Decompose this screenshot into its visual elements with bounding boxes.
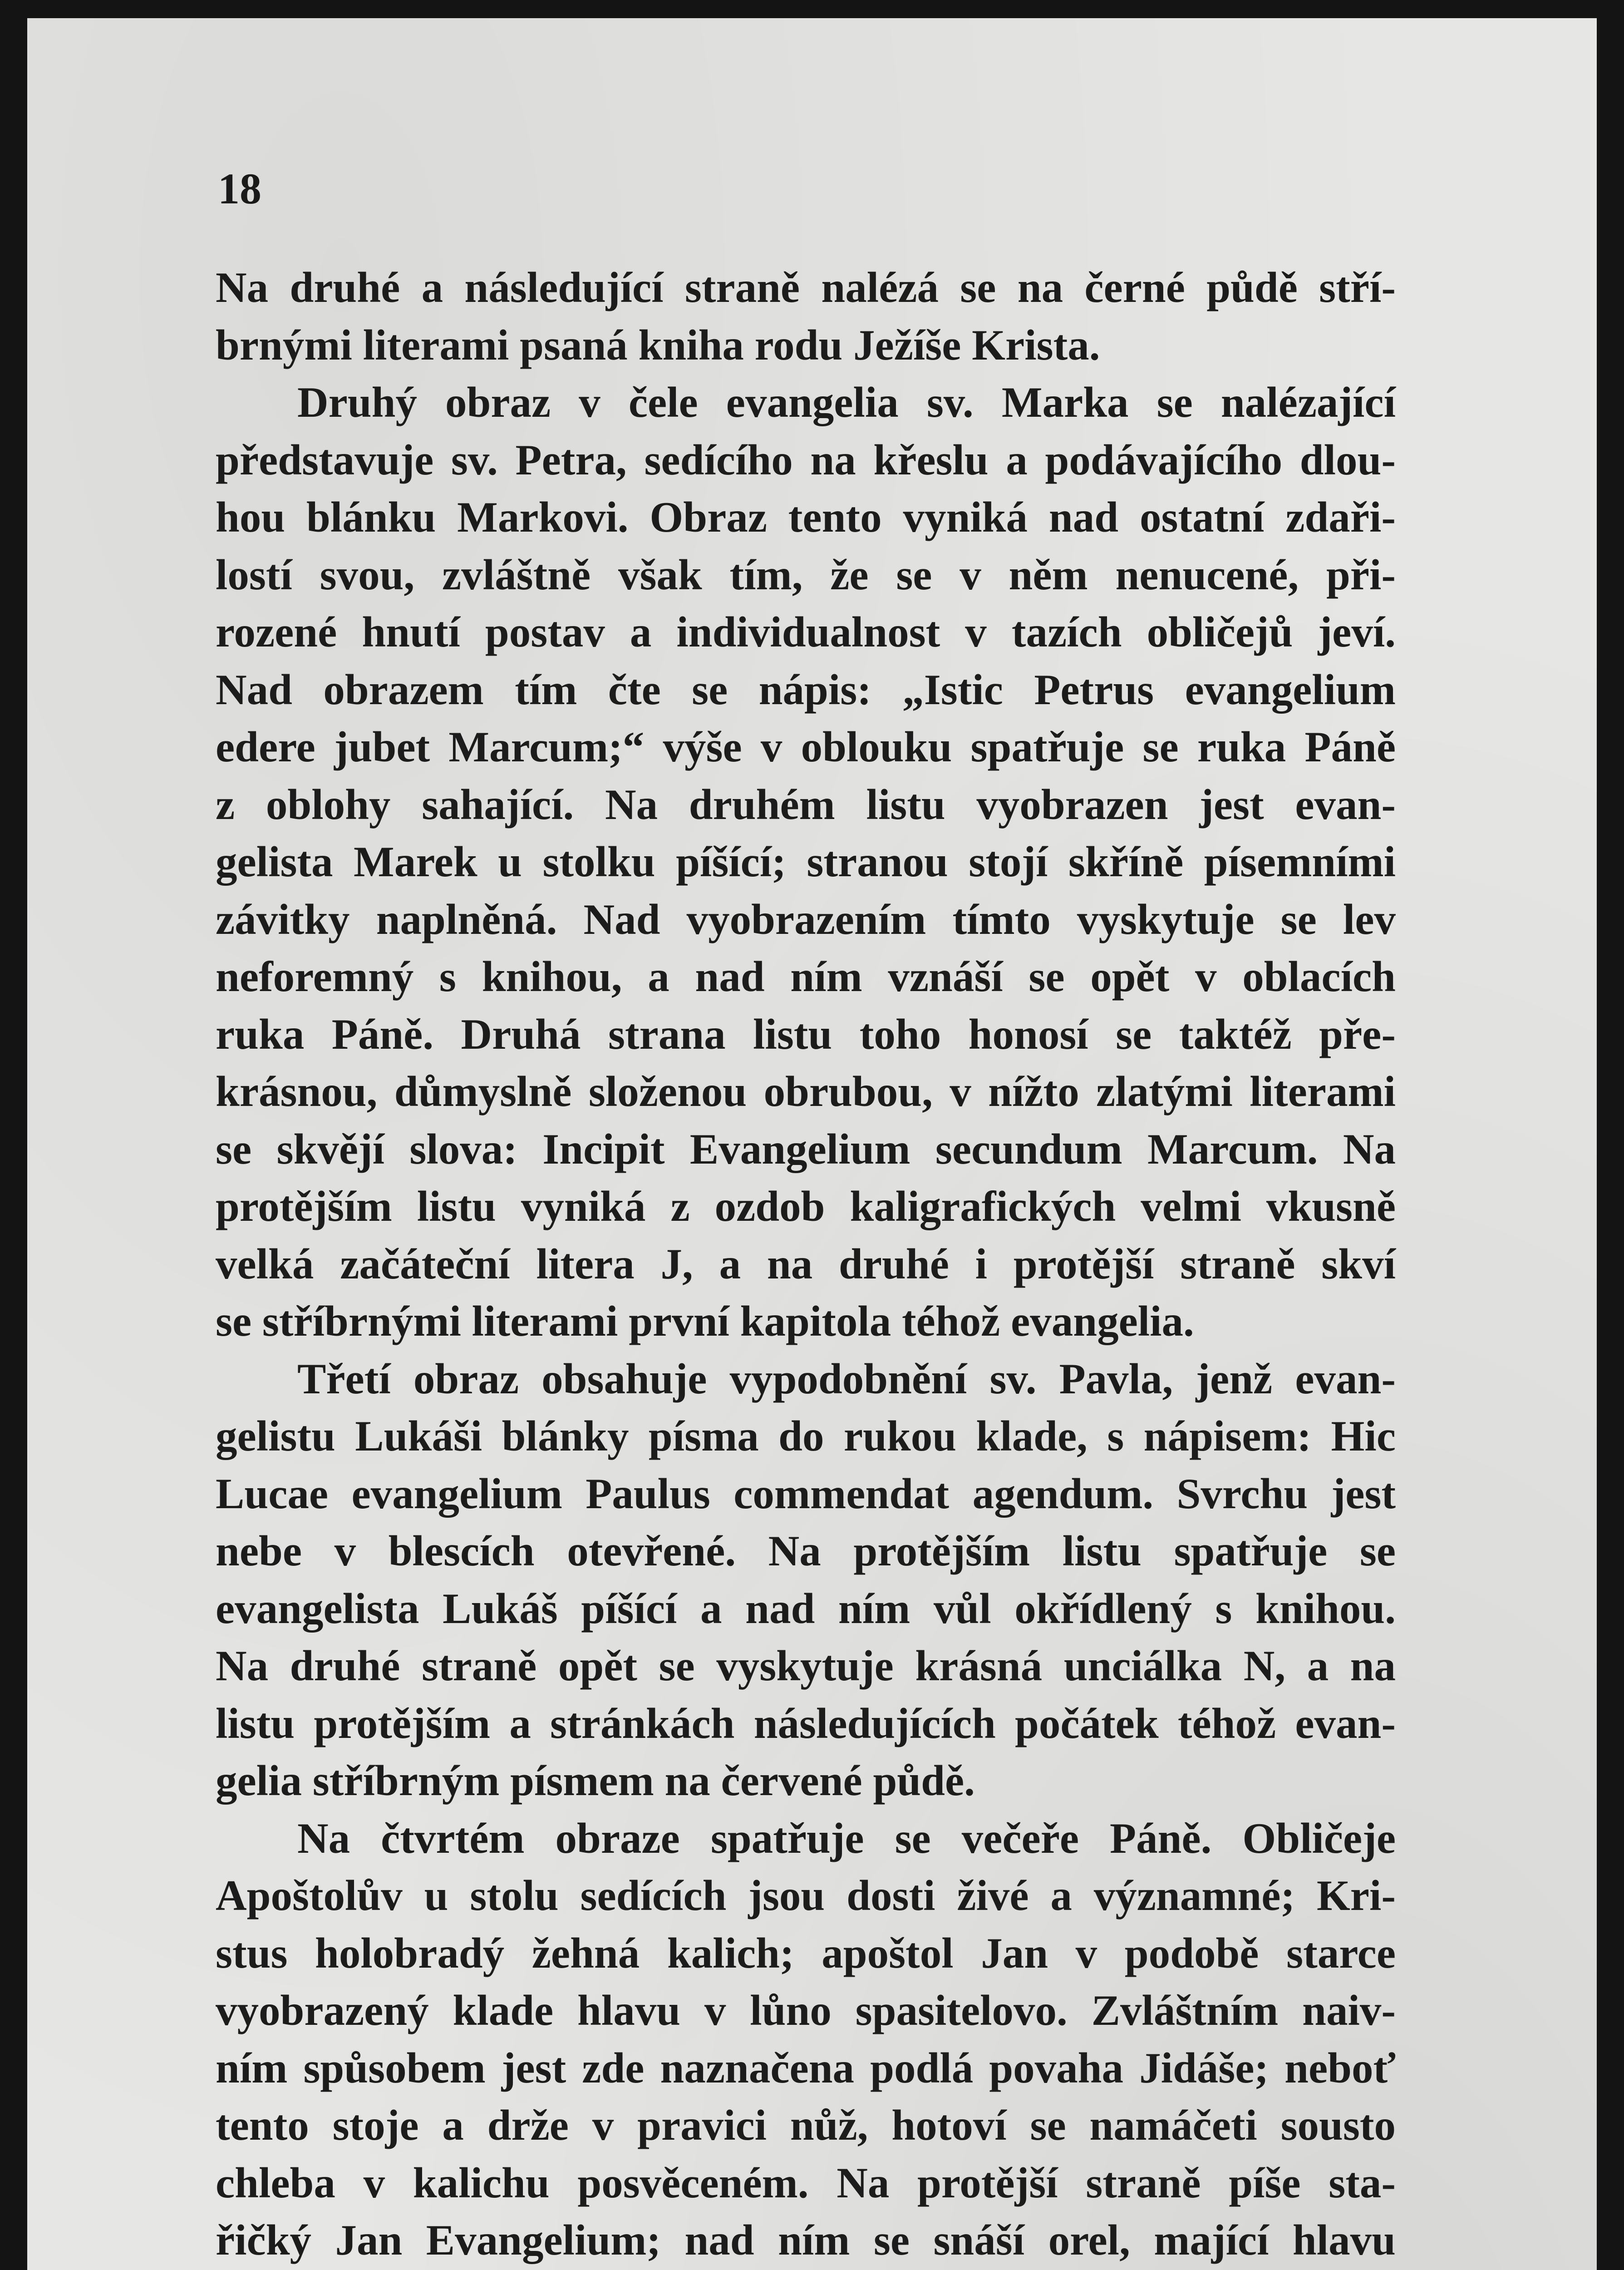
text-line: tento stoje a drže v pravici nůž, hotoví se namáčeti sousto bbox=[216, 2101, 1396, 2149]
text-line: protějším listu vyniká z ozdob kaligrafických velmi vkusně bbox=[216, 1182, 1396, 1230]
paragraph-1 bbox=[216, 259, 1396, 374]
text-line: Apoštolův u stolu sedících jsou dosti živé a významné; Kri- bbox=[216, 1871, 1396, 1920]
text-line: rozené hnutí postav a individualnost v tazích obličejů jeví. bbox=[216, 608, 1396, 656]
text-line: lostí svou, zvláštně však tím, že se v něm nenucené, při- bbox=[216, 550, 1396, 599]
text-line: neforemný s knihou, a nad ním vznáší se opět v oblacích bbox=[216, 952, 1396, 1001]
text-line: závitky naplněná. Nad vyobrazením tímto vyskytuje se lev bbox=[216, 895, 1396, 943]
text-line: hou blánku Markovi. Obraz tento vyniká nad ostatní zdaři- bbox=[216, 493, 1396, 541]
text-line: stus holobradý žehná kalich; apoštol Jan v podobě starce bbox=[216, 1929, 1396, 1977]
paragraph-3 bbox=[216, 1350, 1396, 1810]
text-line: chleba v kalichu posvěceném. Na protější straně píše sta- bbox=[216, 2158, 1396, 2207]
paragraph-2 bbox=[216, 374, 1396, 1350]
text-line: řičký Jan Evangelium; nad ním se snáší orel, mající hlavu bbox=[216, 2216, 1396, 2264]
text-line: Třetí obraz obsahuje vypodobnění sv. Pavla, jenž evan- bbox=[297, 1354, 1396, 1403]
text-line: z oblohy sahající. Na druhém listu vyobrazen jest evan- bbox=[216, 780, 1396, 829]
text-line: se skvějí slova: Incipit Evangelium secundum Marcum. Na bbox=[216, 1125, 1396, 1173]
text-line: gelia stříbrným písmem na červené půdě. bbox=[216, 1757, 975, 1805]
text-line: vyobrazený klade hlavu v lůno spasitelovo. Zvláštním naiv- bbox=[216, 1986, 1396, 2034]
text-line: Na druhé straně opět se vyskytuje krásná unciálka N, a na bbox=[216, 1642, 1396, 1690]
text-line: ním spůsobem jest zde naznačena podlá povaha Jidáše; neboť bbox=[216, 2043, 1396, 2092]
book-page bbox=[27, 18, 1597, 2270]
text-line: se stříbrnými literami první kapitola téhož evangelia. bbox=[216, 1297, 1194, 1345]
text-line: listu protějším a stránkách následujících počátek téhož evan- bbox=[216, 1699, 1396, 1747]
text-line: Lucae evangelium Paulus commendat agendum. Svrchu jest bbox=[216, 1469, 1396, 1518]
text-line: ruka Páně. Druhá strana listu toho honosí se taktéž pře- bbox=[216, 1010, 1396, 1058]
paragraph-4 bbox=[216, 1810, 1396, 2270]
text-line: nebe v blescích otevřené. Na protějším listu spatřuje se bbox=[216, 1527, 1396, 1575]
text-line: Druhý obraz v čele evangelia sv. Marka se nalézající bbox=[297, 378, 1396, 426]
text-line: edere jubet Marcum;“ výše v oblouku spatřuje se ruka Páně bbox=[216, 723, 1396, 771]
page-number: 18 bbox=[218, 164, 261, 213]
text-line: brnými literami psaná kniha rodu Ježíše Krista. bbox=[216, 321, 1100, 369]
text-line: Na druhé a následující straně nalézá se na černé půdě stří- bbox=[216, 263, 1396, 311]
text-line: Nad obrazem tím čte se nápis: „Istic Petrus evangelium bbox=[216, 665, 1396, 714]
text-line: evangelista Lukáš píšící a nad ním vůl okřídlený s knihou. bbox=[216, 1584, 1396, 1633]
text-line: krásnou, důmyslně složenou obrubou, v nížto zlatými literami bbox=[216, 1067, 1396, 1115]
text-line: představuje sv. Petra, sedícího na křeslu a podávajícího dlou- bbox=[216, 435, 1396, 484]
text-line: Na čtvrtém obraze spatřuje se večeře Páně. Obličeje bbox=[297, 1814, 1396, 1862]
text-line: gelista Marek u stolku píšící; stranou stojí skříně písemními bbox=[216, 838, 1396, 886]
text-line: velká začáteční litera J, a na druhé i protější straně skví bbox=[216, 1239, 1396, 1288]
text-line: gelistu Lukáši blánky písma do rukou klade, s nápisem: Hic bbox=[216, 1412, 1396, 1460]
body-text bbox=[216, 259, 1396, 2270]
